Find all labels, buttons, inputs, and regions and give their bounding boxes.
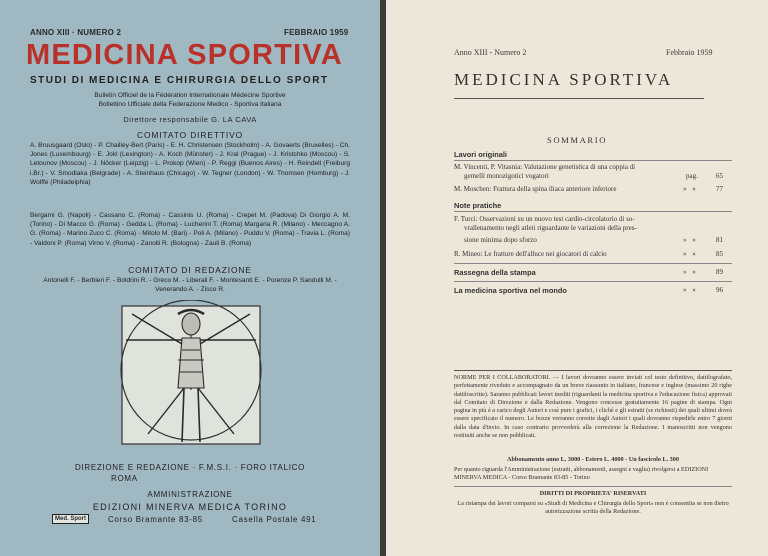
cover-date: FEBBRAIO 1959 — [284, 28, 349, 37]
toc-entry-3-line-2: vrallenamento negli atleti riguardante le variazioni della pres- — [464, 224, 637, 232]
section-divider-3 — [454, 263, 732, 264]
toc-entry-1-pag: pag. — [686, 172, 698, 180]
cover-subtitle: STUDI DI MEDICINA E CHIRURGIA DELLO SPORT — [30, 75, 329, 86]
toc-entry-5-leader: » » — [683, 268, 698, 276]
comitato-redazione-heading: COMITATO DI REDAZIONE — [128, 265, 252, 275]
toc-entry-6: La medicina sportiva nel mondo — [454, 286, 567, 295]
page-date: Febbraio 1959 — [666, 48, 713, 57]
cover-direzione: DIREZIONE E REDAZIONE · F.M.S.I. · FORO ITALICO — [74, 463, 306, 472]
toc-entry-4-page: 85 — [716, 250, 723, 258]
toc-entry-3-line-1: F. Turci: Osservazioni su un nuovo test cardio-circolatorio di so- — [454, 215, 635, 223]
cover-title: MEDICINA SPORTIVA — [26, 39, 343, 71]
amministrazione-text: Per quanto riguarda l'Amministrazione (estratti, abbonamenti, assegni e vaglia) rivolgersi a EDIZIONI MINERVA MEDICA - Corso Bramante 83-85 - Torino — [454, 466, 709, 482]
comitato-italiano-text: Bergami G. (Napoli) - Cassano C. (Roma) - Cassinis U. (Roma) - Crepet M. (Padova) Di Giorgio A. M. (Torino) - Di Macco G. (Roma) - Gedda L. (Roma) - Lucherini T. (Roma) Margaria R. (Milano) - Meccagno A. G. (Roma) - Marino Zuco C. (Roma) - Mitolo M. (Bari) - Poli A. (Milano) - Puddu V. (Roma) - Travia L. (Roma) - Valdoni P. (Roma) Virno V. (Roma) - Zanolli R. (Bologna) - Zauli B. (Roma) — [30, 212, 350, 247]
toc-entry-6-page: 96 — [716, 286, 723, 294]
toc-entry-3-page: 81 — [716, 236, 723, 244]
cover-director: Direttore responsabile G. LA CAVA — [123, 115, 257, 124]
page-title: MEDICINA SPORTIVA — [454, 70, 674, 89]
toc-entry-5-page: 89 — [716, 268, 723, 276]
toc-entry-2-leader: » » — [683, 185, 698, 193]
toc-entry-6-leader: » » — [683, 286, 698, 294]
cover-issue: ANNO XIII · NUMERO 2 — [30, 28, 122, 37]
diritti-divider — [454, 486, 732, 487]
cover-bulletin-2: Bollettino Ufficiale della Federazione Medico - Sportiva Italiana — [98, 101, 282, 108]
toc-entry-2: M. Moschen: Frattura della spina iliaca anteriore inferiore — [454, 185, 617, 193]
diritti-text: La ristampa dei lavori comparsi su «Studi di Medicina e Chirurgia dello Sport» non è consentita se non dietro autorizzazione scritta della Redazione. — [457, 500, 729, 516]
abbonamento: Abbonamento anno L. 3000 - Estero L. 4000 - Un fascicolo L. 300 — [507, 456, 679, 463]
library-label: Med. Sport — [52, 514, 89, 524]
section-divider-2 — [454, 211, 732, 212]
section-divider-4 — [454, 281, 732, 282]
comitato-direttivo-text: A. Bruusgaard (Oslo) - P. Chailley-Bert (Paris) - E. H. Christensen (Stockholm) - A. Govaerts (Bruxelles) - Ch. Jones (Luxembourg) - E. Jokl (Lexington) - A. Koch (Münster) - J. Kral (Prague) - J. Kristchko (Moscou) - S. Letounov (Moscou) - J. Nöcker (Leipzig) - L. Prokop (Wien) - P. Reggi (Buenos Aires) - H. Reindell (Freiburg i.Br.) - V. Smodlaka (Belgrade) - A. Steinhaus (Chicago) - W. Tegner (London) - W. Thomsen (Homburg) - J. Wolffe (Philadelphia) — [30, 142, 350, 186]
norme-divider — [454, 370, 732, 371]
toc-entry-4: R. Mineo: Le fratture dell'alluce nei giocatori di calcio — [454, 250, 607, 258]
toc-entry-1-line-2: gemelli monozigotici vogatori — [464, 172, 549, 180]
toc-entry-5: Rassegna della stampa — [454, 268, 536, 277]
toc-entry-3-leader: » » — [683, 236, 698, 244]
title-divider — [454, 98, 704, 99]
page-issue: Anno XIII - Numero 2 — [454, 48, 527, 57]
section-lavori-originali: Lavori originali — [454, 150, 507, 159]
cover-casella: Casella Postale 491 — [232, 515, 317, 524]
toc-entry-3-line-3: sione minima dopo sforzo — [464, 236, 537, 244]
sommario-heading: SOMMARIO — [546, 135, 608, 145]
cover-edizioni: EDIZIONI MINERVA MEDICA TORINO — [92, 502, 288, 512]
section-note-pratiche: Note pratiche — [454, 201, 502, 210]
diritti-heading: DIRITTI DI PROPRIETA' RISERVATI — [539, 490, 647, 497]
section-divider — [454, 160, 732, 161]
cover-address: Corso Bramante 83-85 — [108, 515, 203, 524]
toc-entry-4-leader: » » — [683, 250, 698, 258]
cover-bulletin-1: Bulletin Officiel de la Fédération Internationale Médecine Sportive — [94, 92, 286, 99]
toc-entry-2-page: 77 — [716, 185, 723, 193]
vitruvian-man-illustration — [118, 300, 266, 450]
norme-collaboratori: NORME PER I COLLABORATORI. — I lavori dovranno essere inviati col testo definitivo, dattilografato, perfettamente riveduto e accompagnato da un breve riassunto in italiano, francese e inglese (massimo 20 righe dattiloscritte). Saranno pubblicati lavori inediti (riguardanti la medicina sportiva e l'educazione fisica) approvati dal Comitato di Direzione e dalla Redazione. Vengono concesse gratuitamente 16 pagine di stampa. Ogni pagina in più è a carico degli Autori e così pure i grafici, i cliché e gli estratti (se richiesti) dei quali ultimi dovrà essere specificato il numero. Le bozze verranno corrette dagli Autori i quali dovranno rispedirle entro 7 giorni dalla data d'invio. In caso contrario provvederà alla correzione la Redazione. I manoscritti non vengono restituiti anche se non pubblicati. — [454, 374, 732, 440]
cover-amministrazione: AMMINISTRAZIONE — [147, 490, 233, 499]
toc-entry-1-line-1: M. Vincenti, P. Vitasnia: Valutazione genetistica di una coppia di — [454, 163, 636, 171]
cover-page — [0, 0, 380, 556]
comitato-direttivo-heading: COMITATO DIRETTIVO — [137, 130, 243, 140]
comitato-redazione-text: Antonelli F. - Berbieri F. - Boldrini R. - Greco M. - Liberali F. - Montesanti E. - Porenze P. Sandulli M. - Venerando A. - Zisco R. — [43, 277, 337, 294]
toc-entry-1-page: 65 — [716, 172, 723, 180]
cover-city: ROMA — [111, 474, 138, 483]
contents-page — [386, 0, 768, 556]
